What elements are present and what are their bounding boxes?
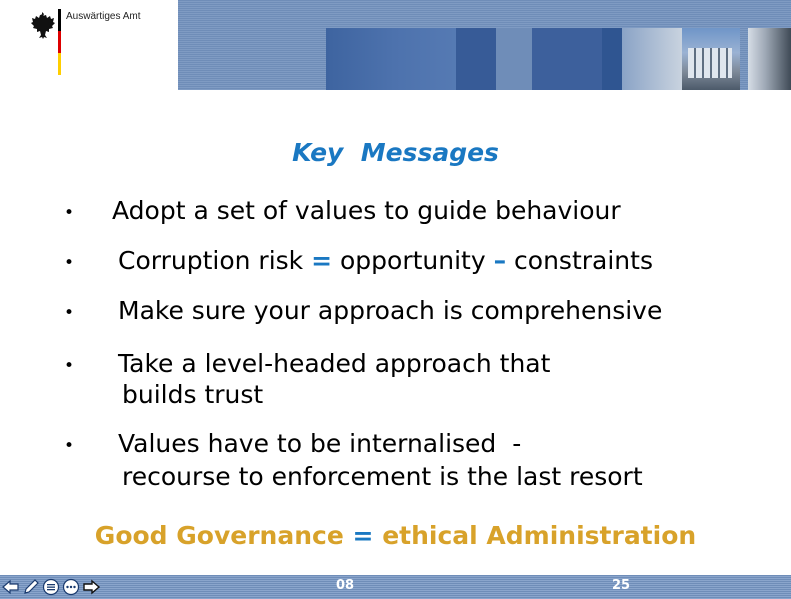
equals-operator: = [352,521,374,550]
federal-eagle-icon [29,10,55,40]
minus-operator: – [493,246,507,275]
bullet-text: Corruption risk = opportunity – constraints [118,246,653,275]
header-banner [178,0,791,90]
slide-title: Key Messages [292,138,499,167]
slide-header [0,0,791,90]
bullet-marker: • [64,436,75,456]
bullet-marker: • [64,356,75,376]
bullet-text: Adopt a set of values to guide behaviour [112,196,621,225]
menu-icon[interactable] [42,578,60,596]
slide-footer [0,575,791,599]
bullet-text-continuation: recourse to enforcement is the last resort [122,462,643,491]
bullet-marker: • [64,203,75,223]
bullet-text: Make sure your approach is comprehensive [118,296,663,325]
bullet-marker: • [64,253,75,273]
pen-icon[interactable] [22,578,40,596]
page-number: 25 [612,578,631,593]
bullet-marker: • [64,303,75,323]
equals-operator: = [311,246,333,275]
ministry-name: Auswärtiges Amt [66,11,141,22]
flag-stripe [58,9,61,75]
logo-area [0,0,178,90]
navigation-controls [2,577,102,597]
bullet-text-continuation: builds trust [122,380,264,409]
summary-statement: Good Governance = ethical Administration [94,521,697,550]
footer-left-number: 08 [336,578,355,593]
bullet-text: Values have to be internalised - [118,429,522,458]
more-icon[interactable] [62,578,80,596]
back-arrow-icon[interactable] [2,578,20,596]
bullet-text: Take a level-headed approach that [118,349,551,378]
forward-arrow-icon[interactable] [82,578,100,596]
